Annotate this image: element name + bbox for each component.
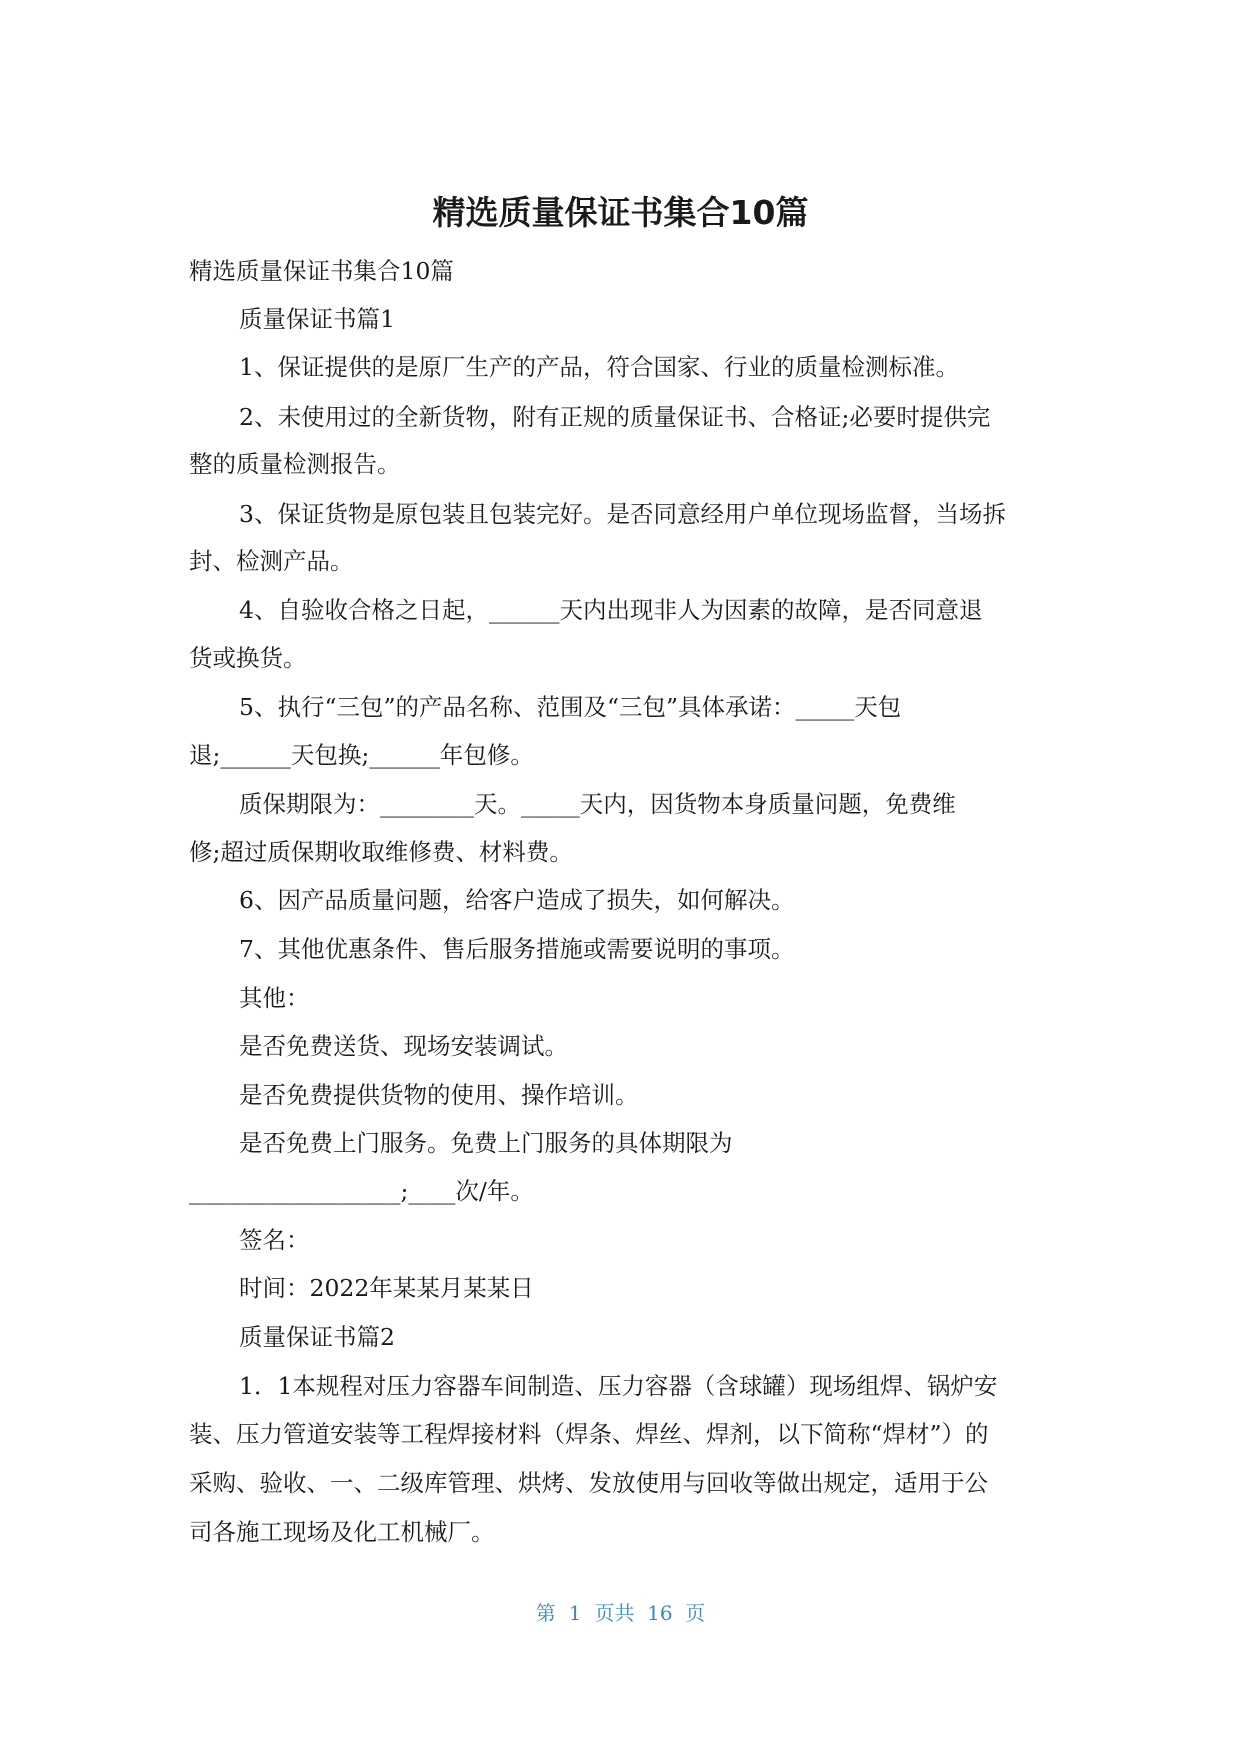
text-line: 是否免费送货、现场安装调试。	[239, 1032, 568, 1060]
text-line: 1．1本规程对压力容器车间制造、压力容器（含球罐）现场组焊、锅炉安	[239, 1372, 998, 1400]
text-line: 3、保证货物是原包装且包装完好。是否同意经用户单位现场监督，当场拆	[239, 500, 1006, 528]
text-line: 采购、验收、一、二级库管理、烘烤、发放使用与回收等做出规定，适用于公	[189, 1469, 988, 1497]
text-line: 封、检测产品。	[189, 547, 354, 575]
footer-total-pages: 16	[647, 1601, 673, 1625]
text-line: 质保期限为：________天。_____天内，因货物本身质量问题，免费维	[239, 790, 956, 818]
text-line: 司各施工现场及化工机械厂。	[189, 1518, 495, 1546]
text-line: 货或换货。	[189, 644, 307, 672]
text-line: 是否免费上门服务。免费上门服务的具体期限为	[239, 1129, 733, 1157]
section-heading: 质量保证书篇1	[239, 305, 395, 333]
text-line: 修;超过质保期收取维修费、材料费。	[189, 838, 573, 866]
text-line: 7、其他优惠条件、售后服务措施或需要说明的事项。	[239, 935, 795, 963]
text-line: __________________;____次/年。	[189, 1177, 534, 1205]
text-line: 时间：2022年某某月某某日	[239, 1274, 534, 1302]
text-line: 1、保证提供的是原厂生产的产品，符合国家、行业的质量检测标准。	[239, 353, 959, 381]
page-footer	[0, 1598, 1241, 1628]
text-line: 签名：	[239, 1226, 310, 1254]
text-line: 是否免费提供货物的使用、操作培训。	[239, 1081, 639, 1109]
footer-page-number: 1	[568, 1601, 582, 1625]
text-line: 其他：	[239, 984, 310, 1012]
section-heading: 质量保证书篇2	[239, 1323, 395, 1351]
text-line: 退;______天包换;______年包修。	[189, 741, 534, 769]
text-line: 整的质量检测报告。	[189, 450, 401, 478]
text-line: 6、因产品质量问题，给客户造成了损失，如何解决。	[239, 886, 795, 914]
text-line: 精选质量保证书集合10篇	[189, 257, 454, 285]
text-line: 2、未使用过的全新货物，附有正规的质量保证书、合格证;必要时提供完	[239, 403, 991, 431]
footer-middle: 页共	[594, 1601, 635, 1625]
text-line: 装、压力管道安装等工程焊接材料（焊条、焊丝、焊剂，以下简称“焊材”）的	[189, 1420, 989, 1448]
text-line: 5、执行“三包”的产品名称、范围及“三包”具体承诺：_____天包	[239, 693, 902, 721]
text-line: 4、自验收合格之日起，______天内出现非人为因素的故障，是否同意退	[239, 596, 983, 624]
footer-prefix: 第	[535, 1601, 556, 1625]
footer-suffix: 页	[685, 1601, 706, 1625]
document-title: 精选质量保证书集合10篇	[432, 193, 809, 232]
